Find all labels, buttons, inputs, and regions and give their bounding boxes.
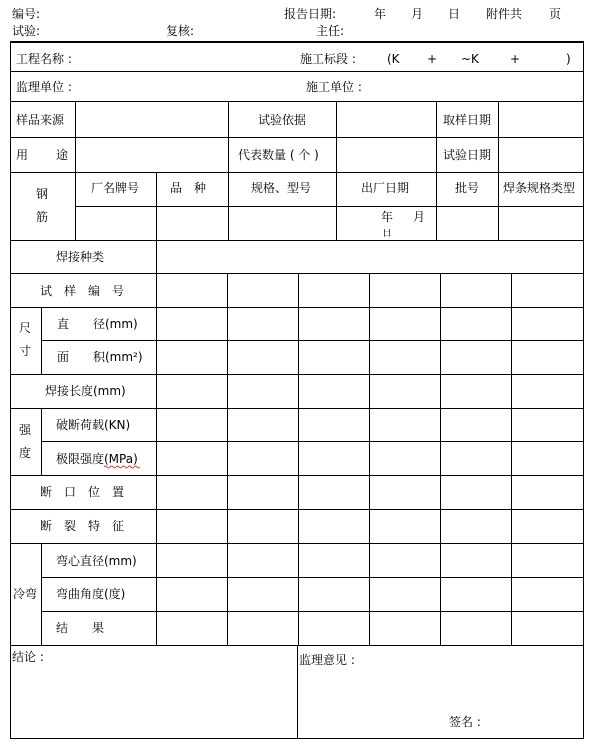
section-plus-2: + [510, 52, 521, 66]
strength-label-1: 强 [19, 423, 32, 437]
construction-section-label: 施工标段 : [300, 52, 356, 66]
use-label-1: 用 [16, 148, 29, 162]
project-name-label: 工程名称 : [16, 52, 72, 66]
section-start-k: (K [387, 52, 400, 66]
diameter-label: 直 径(mm) [57, 317, 138, 331]
representative-quantity-label: 代表数量 ( 个 ) [238, 148, 319, 162]
report-day-label: 日 [448, 7, 461, 21]
construction-unit-label: 施工单位 : [306, 80, 362, 94]
section-plus-1: + [427, 52, 438, 66]
factory-year-label: 年 [381, 210, 394, 224]
rebar-col-electrode-type: 焊条规格类型 [503, 181, 576, 195]
factory-month-label: 月 [413, 210, 426, 224]
cold-bend-label: 冷弯 [13, 587, 38, 601]
section-close: ) [566, 52, 571, 66]
rebar-label-2: 筋 [36, 210, 49, 224]
area-label: 面 积(mm²) [57, 350, 143, 364]
spellcheck-underline [104, 465, 140, 469]
sample-source-label: 样品来源 [16, 113, 65, 127]
conclusion-label: 结论 : [12, 650, 44, 664]
report-date-label: 报告日期: [284, 7, 337, 21]
sampling-date-label: 取样日期 [443, 113, 492, 127]
bend-angle-label: 弯曲角度(度) [56, 587, 126, 601]
bend-result-label: 结 果 [56, 621, 105, 635]
factory-day-label: 日 [382, 229, 392, 239]
report-month-label: 月 [411, 7, 424, 21]
strength-label-2: 度 [19, 446, 32, 460]
supervision-opinion-label: 监理意见 : [299, 653, 355, 667]
signature-label: 签名 : [449, 715, 481, 729]
test-basis-label: 试验依据 [258, 113, 307, 127]
specimen-number-label: 试 样 编 号 [40, 284, 125, 298]
tester-label: 试验: [12, 24, 41, 38]
reviewer-label: 复核: [166, 24, 195, 38]
rebar-col-manufacturer: 厂名牌号 [91, 181, 140, 195]
weld-type-label: 焊接种类 [56, 250, 105, 264]
weld-length-label: 焊接长度(mm) [45, 384, 126, 398]
attachment-label: 附件共 [486, 7, 523, 21]
fracture-position-label: 断 口 位 置 [40, 485, 125, 499]
rebar-label-1: 钢 [36, 187, 49, 201]
mandrel-diameter-label: 弯心直径(mm) [56, 554, 137, 568]
use-label-2: 途 [56, 148, 69, 162]
supervision-unit-label: 监理单位 : [16, 80, 72, 94]
rebar-col-variety: 品 种 [170, 181, 207, 195]
report-year-label: 年 [374, 7, 387, 21]
size-label-2: 寸 [19, 344, 32, 358]
ultimate-strength-label: 极限强度(MPa) [56, 452, 138, 466]
serial-label: 编号: [12, 7, 41, 21]
fracture-feature-label: 断 裂 特 征 [40, 519, 125, 533]
size-label-1: 尺 [19, 321, 32, 335]
breaking-load-label: 破断荷载(KN) [56, 418, 131, 432]
rebar-col-batch-no: 批号 [455, 181, 480, 195]
rebar-col-factory-date: 出厂日期 [361, 181, 410, 195]
section-end-k: ~K [461, 52, 479, 66]
rebar-col-spec-model: 规格、型号 [251, 181, 312, 195]
test-date-label: 试验日期 [443, 148, 492, 162]
page-unit-label: 页 [549, 7, 562, 21]
supervisor-label: 主任: [316, 24, 345, 38]
